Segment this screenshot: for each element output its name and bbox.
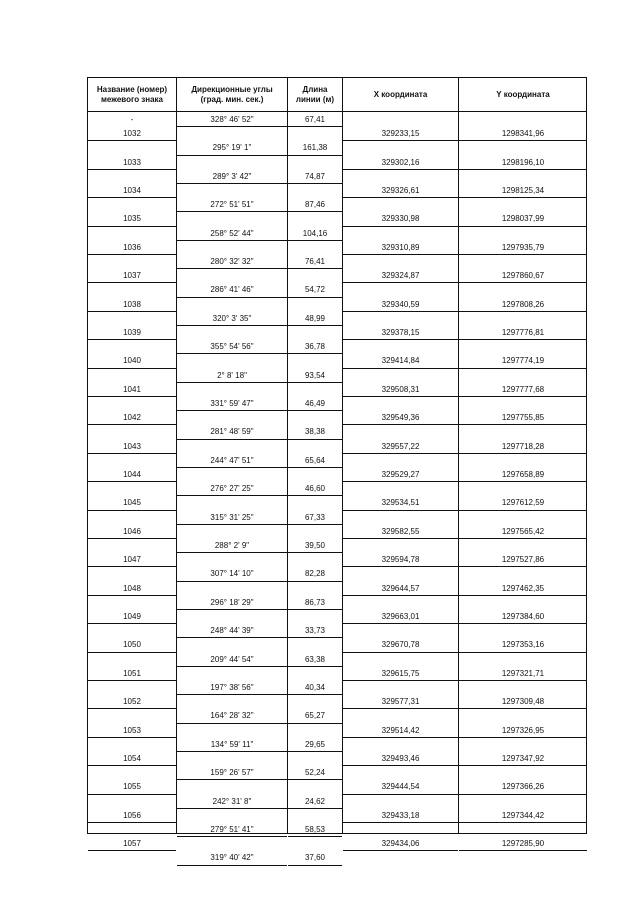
line-length: 161,38 [302,143,328,153]
row-divider [177,751,287,752]
row-divider [88,652,176,653]
row-divider [88,424,176,425]
row-divider [88,623,176,624]
row-divider [459,140,587,141]
direction-angle: 286° 41' 46" [210,285,254,295]
row-divider [288,552,342,553]
point-name: 1035 [123,214,141,224]
point-name: 1054 [123,754,141,763]
y-coordinate: 1297326,95 [501,725,545,735]
row-divider [343,453,458,454]
row-divider [177,325,287,326]
row-divider [343,339,458,340]
x-coordinate: 329529,27 [381,470,420,479]
row-divider [459,481,587,482]
direction-angle: 295° 19' 1" [212,143,252,153]
x-coordinate: 329644,57 [381,583,420,593]
line-length: 46,60 [304,484,326,494]
line-length: 74,87 [304,171,326,181]
row-divider [343,595,458,596]
point-name: 1037 [123,271,141,281]
line-length: 93,54 [304,370,326,380]
y-coordinate: 1297462,35 [501,583,545,593]
row-divider [177,723,287,724]
x-coordinate: 329378,15 [381,328,420,337]
x-coordinate: 329444,54 [381,782,420,792]
line-length: 54,72 [304,285,326,295]
row-divider [459,396,587,397]
row-divider [288,865,342,866]
row-divider [343,680,458,681]
row-divider [459,424,587,425]
row-divider [88,566,176,567]
x-coordinate: 329557,22 [381,441,420,451]
header-x: X координата [373,89,428,99]
row-divider [288,325,342,326]
direction-angle: 134° 59' 11" [210,739,254,749]
line-length: 29,65 [304,739,326,749]
row-divider [288,126,342,127]
y-coordinate: 1297776,81 [501,328,545,337]
y-coordinate: 1297774,19 [501,356,545,366]
direction-angle: 280° 32' 32" [210,257,254,266]
x-coordinate: 329577,31 [381,697,420,707]
x-coordinate: 329434,06 [381,839,420,849]
row-divider [177,609,287,610]
row-divider [177,694,287,695]
row-divider [343,311,458,312]
row-divider [177,836,287,837]
row-divider [88,339,176,340]
row-divider [288,183,342,184]
row-divider [177,268,287,269]
line-length: 24,62 [304,796,326,806]
row-divider [343,765,458,766]
row-divider [288,410,342,411]
coordinates-table [87,77,587,863]
row-divider [177,865,287,866]
x-coordinate: 329493,46 [381,754,420,763]
row-divider [288,751,342,752]
row-divider [177,666,287,667]
point-name: 1052 [123,697,141,707]
header-angle: Дирекционные углы (град. мин. сек.) [191,84,273,104]
y-coordinate: 1297344,42 [501,810,545,820]
row-divider [88,197,176,198]
row-divider [459,254,587,255]
row-divider [459,737,587,738]
point-name: 1044 [123,470,141,479]
row-divider [88,737,176,738]
row-divider [288,666,342,667]
y-coordinate: 1297935,79 [501,242,545,252]
row-divider [288,240,342,241]
row-divider [288,211,342,212]
row-divider [177,410,287,411]
row-divider [288,268,342,269]
direction-angle: 331° 59' 47" [210,399,254,408]
row-divider [459,311,587,312]
row-divider [459,282,587,283]
row-divider [177,211,287,212]
line-length: 67,41 [304,115,326,124]
x-coordinate: 329582,55 [381,526,420,536]
header-y: Y координата [496,89,550,99]
point-name: 1032 [123,129,141,139]
y-coordinate: 1297353,16 [501,640,545,650]
row-divider [343,822,458,823]
row-divider [88,169,176,170]
x-coordinate: 329549,36 [381,413,420,423]
row-divider [88,254,176,255]
row-divider [288,155,342,156]
row-divider [88,226,176,227]
direction-angle: 307° 14' 10" [210,569,254,579]
row-divider [88,595,176,596]
row-divider [343,140,458,141]
point-name: 1040 [123,356,141,366]
line-length: 65,27 [304,711,326,721]
y-coordinate: 1297384,60 [501,612,545,621]
y-coordinate: 1297347,92 [501,754,545,763]
point-name: 1055 [123,782,141,792]
direction-angle: 244° 47' 51" [210,455,254,465]
row-divider [177,126,287,127]
header-name: Название (номер) межевого знака [96,84,168,104]
line-length: 36,78 [304,342,326,352]
row-divider [288,609,342,610]
row-divider [343,169,458,170]
row-divider [88,680,176,681]
row-divider [343,708,458,709]
direction-angle: 159° 26' 57" [210,768,254,778]
line-length: 52,24 [304,768,326,778]
row-divider [343,510,458,511]
point-name: 1045 [123,498,141,508]
row-divider [177,240,287,241]
y-coordinate: 1298341,96 [501,129,545,139]
row-divider [459,652,587,653]
direction-angle: 296° 18' 29" [210,597,254,607]
row-divider [177,183,287,184]
row-divider [459,595,587,596]
row-divider [288,353,342,354]
line-length: 48,99 [304,313,326,323]
x-coordinate: 329433,18 [381,810,420,820]
row-divider [177,155,287,156]
line-length: 76,41 [304,257,326,266]
row-divider [459,339,587,340]
row-divider [343,794,458,795]
row-divider [459,169,587,170]
direction-angle: 164° 28' 32" [210,711,254,721]
row-divider [88,396,176,397]
x-coordinate: 329414,84 [381,356,420,366]
row-divider [343,566,458,567]
y-coordinate: 1297527,86 [501,555,545,565]
y-coordinate: 1297285,90 [501,839,545,849]
point-name: 1050 [123,640,141,650]
line-length: 38,38 [304,427,326,437]
y-coordinate: 1297612,59 [501,498,545,508]
y-coordinate: 1298125,34 [501,186,545,195]
y-coordinate: 1297366,26 [501,782,545,792]
row-divider [459,850,587,851]
x-coordinate: 329302,16 [381,157,420,167]
header-divider [88,111,586,112]
line-length: 65,64 [304,455,326,465]
direction-angle: 272° 51' 51" [210,200,254,210]
direction-angle: 279° 51' 41" [210,825,254,834]
row-divider [459,453,587,454]
row-divider [177,495,287,496]
x-coordinate: 329330,98 [381,214,420,224]
row-divider [459,566,587,567]
x-coordinate: 329324,87 [381,271,420,281]
row-divider [288,439,342,440]
direction-angle: 319° 40' 42" [210,853,254,863]
row-divider [343,396,458,397]
direction-angle: 276° 27' 25" [210,484,254,494]
row-divider [88,311,176,312]
row-divider [343,254,458,255]
row-divider [459,226,587,227]
row-divider [177,382,287,383]
direction-angle: 288° 2' 9" [214,541,250,550]
row-divider [288,836,342,837]
row-divider [343,652,458,653]
direction-angle: 281° 48' 59" [210,427,254,437]
row-divider [288,694,342,695]
x-coordinate: 329514,42 [381,725,420,735]
row-divider [343,850,458,851]
point-name: 1056 [123,810,141,820]
y-coordinate: 1298037,99 [501,214,545,224]
point-name: 1048 [123,583,141,593]
direction-angle: 289° 3' 42" [212,171,252,181]
y-coordinate: 1297321,71 [501,668,545,678]
point-name: 1057 [123,839,141,849]
point-name: 1034 [123,186,141,195]
x-coordinate: 329663,01 [381,612,420,621]
direction-angle: 315° 31' 25" [210,512,254,522]
row-divider [459,822,587,823]
direction-angle: 328° 46' 52" [210,115,254,124]
row-divider [288,581,342,582]
row-divider [177,637,287,638]
direction-angle: 248° 44' 39" [210,626,254,636]
x-coordinate: 329508,31 [381,384,420,394]
direction-angle: 242° 31' 8" [212,796,252,806]
row-divider [459,197,587,198]
line-length: 104,16 [302,228,328,238]
line-length: 39,50 [304,541,326,550]
x-coordinate: 329615,75 [381,668,420,678]
x-coordinate: 329326,61 [381,186,420,195]
direction-angle: 258° 52' 44" [210,228,254,238]
row-divider [343,226,458,227]
row-divider [88,822,176,823]
row-divider [88,794,176,795]
row-divider [343,538,458,539]
y-coordinate: 1297808,26 [501,299,545,309]
point-name: 1036 [123,242,141,252]
line-length: 63,38 [304,654,326,664]
row-divider [88,481,176,482]
direction-angle: 197° 38' 56" [210,683,254,692]
point-name: 1038 [123,299,141,309]
row-divider [288,808,342,809]
point-name: 1041 [123,384,141,394]
direction-angle: 355° 54' 56" [210,342,254,352]
line-length: 87,46 [304,200,326,210]
row-divider [459,623,587,624]
row-divider [343,623,458,624]
point-name: 1033 [123,157,141,167]
line-length: 40,34 [304,683,326,692]
direction-angle: 320° 3' 35" [212,313,252,323]
row-divider [177,439,287,440]
row-divider [459,765,587,766]
x-coordinate: 329233,15 [381,129,420,139]
line-length: 82,28 [304,569,326,579]
row-divider [288,723,342,724]
row-divider [459,680,587,681]
line-length: 33,73 [304,626,326,636]
point-name: 1047 [123,555,141,565]
row-divider [459,538,587,539]
row-divider [343,424,458,425]
row-divider [459,794,587,795]
x-coordinate: 329534,51 [381,498,420,508]
row-divider [459,510,587,511]
point-name: 1042 [123,413,141,423]
row-divider [343,197,458,198]
line-length: 46,49 [304,399,326,408]
row-divider [88,282,176,283]
row-divider [177,297,287,298]
row-divider [88,453,176,454]
point-name: 1049 [123,612,141,621]
row-divider [177,552,287,553]
y-coordinate: 1298196,10 [501,157,545,167]
row-divider [177,524,287,525]
row-divider [88,708,176,709]
line-length: 58,53 [304,825,326,834]
row-divider [288,297,342,298]
start-point-name: - [130,115,134,124]
point-name: 1051 [123,668,141,678]
point-name: 1046 [123,526,141,536]
row-divider [459,708,587,709]
row-divider [288,467,342,468]
row-divider [177,353,287,354]
direction-angle: 209° 44' 54" [210,654,254,664]
y-coordinate: 1297565,42 [501,526,545,536]
y-coordinate: 1297309,48 [501,697,545,707]
y-coordinate: 1297718,28 [501,441,545,451]
line-length: 67,33 [304,512,326,522]
row-divider [88,765,176,766]
x-coordinate: 329310,89 [381,242,420,252]
row-divider [288,382,342,383]
row-divider [459,368,587,369]
row-divider [343,368,458,369]
row-divider [288,637,342,638]
row-divider [88,140,176,141]
point-name: 1053 [123,725,141,735]
row-divider [177,779,287,780]
line-length: 86,73 [304,597,326,607]
y-coordinate: 1297777,68 [501,384,545,394]
row-divider [343,737,458,738]
x-coordinate: 329340,59 [381,299,420,309]
x-coordinate: 329670,78 [381,640,420,650]
row-divider [288,495,342,496]
row-divider [88,850,176,851]
y-coordinate: 1297658,89 [501,470,545,479]
point-name: 1043 [123,441,141,451]
line-length: 37,60 [304,853,326,863]
header-length: Длина линии (м) [295,84,335,104]
row-divider [343,282,458,283]
row-divider [88,368,176,369]
row-divider [288,524,342,525]
row-divider [177,581,287,582]
y-coordinate: 1297755,85 [501,413,545,423]
row-divider [177,467,287,468]
row-divider [343,481,458,482]
row-divider [88,510,176,511]
row-divider [88,538,176,539]
row-divider [177,808,287,809]
row-divider [288,779,342,780]
direction-angle: 2° 8' 18" [217,370,247,380]
y-coordinate: 1297860,67 [501,271,545,281]
point-name: 1039 [123,328,141,337]
x-coordinate: 329594,78 [381,555,420,565]
